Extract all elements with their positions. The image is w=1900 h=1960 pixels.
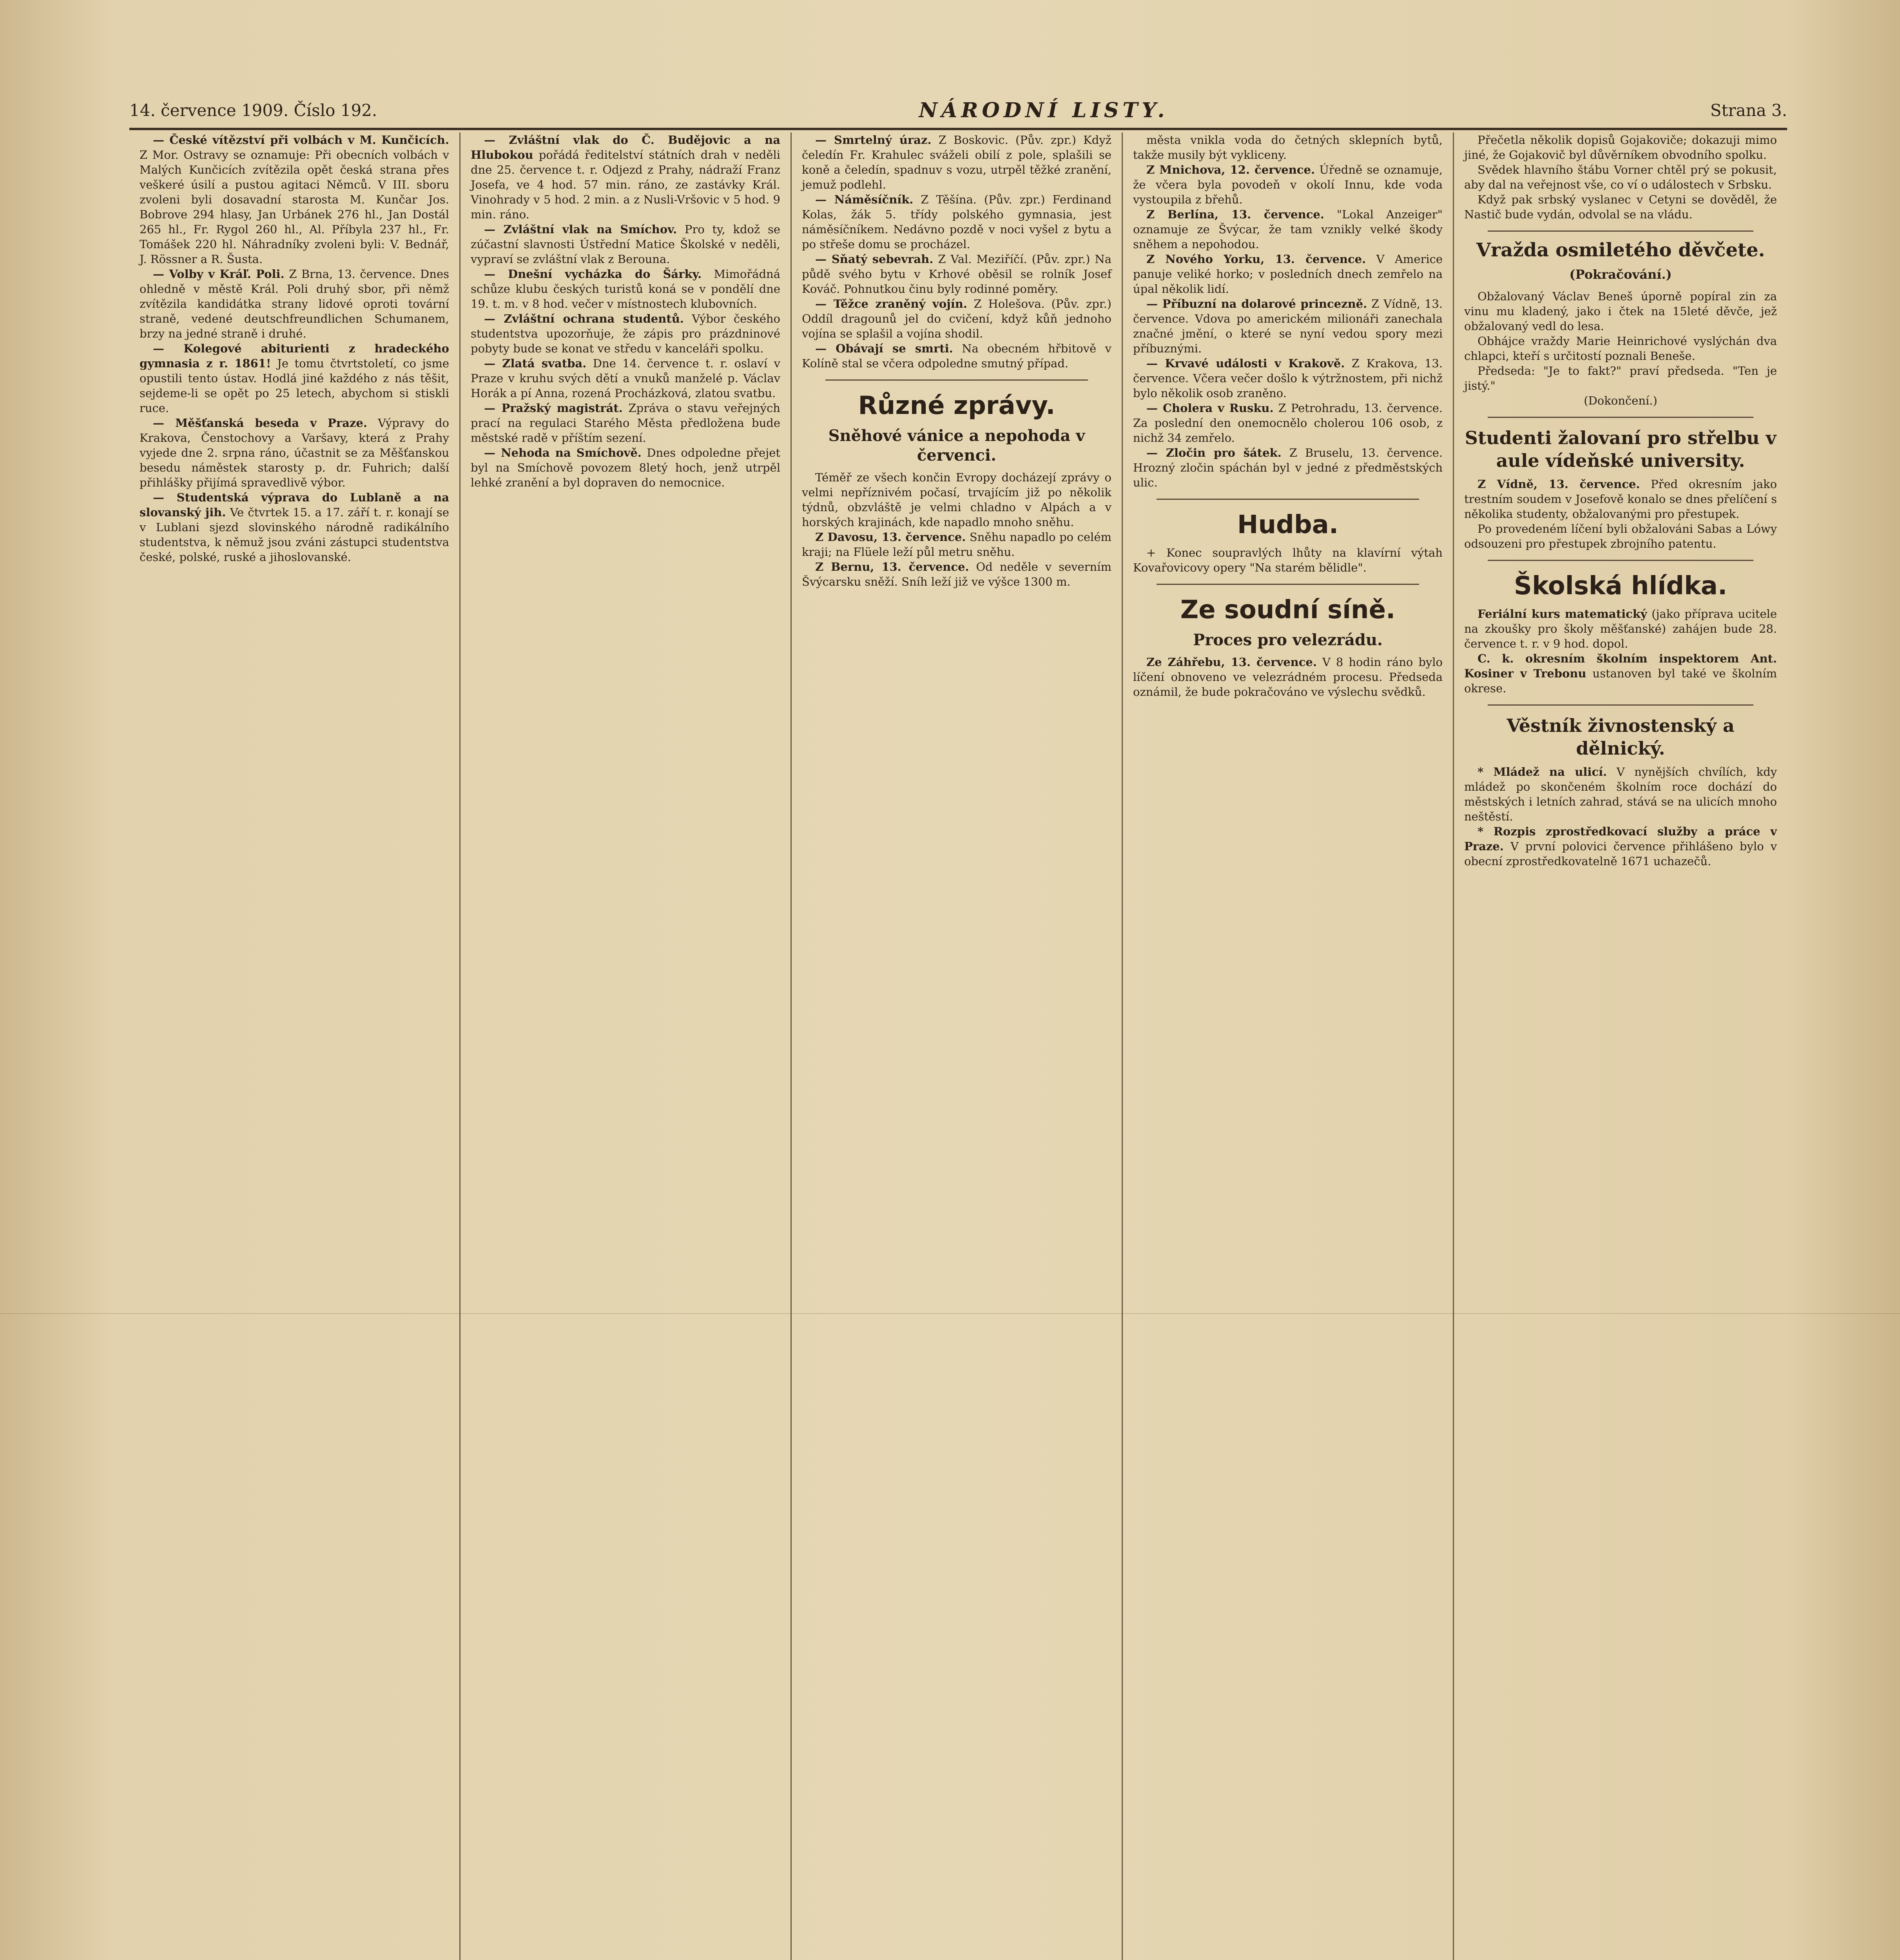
article xyxy=(1464,477,1777,521)
article-text: Přečetla několik dopisů Gojakoviče; dokazuji mimo jiné, že Gojakovič byl důvěrníkem obvodního spolku. xyxy=(1464,133,1777,162)
section-subtitle: Proces pro velezrádu. xyxy=(1193,631,1383,649)
headline: Z Vídně, 13. července. xyxy=(1478,477,1640,491)
divider xyxy=(1488,230,1753,232)
article xyxy=(802,132,1111,192)
headline: — Zločin pro šátek. xyxy=(1146,446,1282,459)
article xyxy=(1133,356,1443,401)
headline: Feriální kurs matematický xyxy=(1478,607,1647,621)
headline: — Zvláštní ochrana studentů. xyxy=(484,312,684,325)
headline: Z Davosu, 13. července. xyxy=(815,530,966,544)
article-text: Dne 14. července t. r. oslaví v Praze v kruhu svých dětí a vnuků manželé p. Václav Horák a pí Anna, rozená Procházková, zlatou svatbu. xyxy=(471,357,780,400)
article xyxy=(471,311,780,356)
headline: — Volby v Kráľ. Poli. xyxy=(153,267,285,281)
article-text: Předseda: "Je to fakt?" praví předseda. "Ten je jistý." xyxy=(1464,364,1777,392)
article xyxy=(1133,445,1443,490)
article-text: Na obecném hřbitově v Kolíně stal se včera odpoledne smutný případ. xyxy=(802,342,1111,370)
article-text: V 8 hodin ráno bylo líčení obnoveno ve velezrádném procesu. Předseda oznámil, že bude pokračováno ve výslechu svědků. xyxy=(1133,655,1443,699)
headline: — Obávají se smrti. xyxy=(815,342,953,355)
article-text: Pro ty, kdož se zúčastní slavnosti Ústřední Matice Školské v neděli, vypraví se zvláštní vlak z Berouna. xyxy=(471,223,780,266)
article xyxy=(802,341,1111,371)
article-text: Obžalovaný Václav Beneš úporně popíral zin za vinu mu kladený, jako i čtek na 15leté děvče, jež obžalovaný vedl do lesa. xyxy=(1464,290,1777,333)
article-text: města vnikla voda do četných sklepních bytů, takže musily být vykliceny. xyxy=(1133,133,1443,162)
article xyxy=(1464,651,1777,696)
article-text: Z Holešova. (Pův. zpr.) Oddíl dragounů jel do cvičení, když kůň jednoho vojína se splašil a vojína shodil. xyxy=(802,297,1111,340)
column-5 xyxy=(1454,132,1787,1960)
article-text: Z Mor. Ostravy se oznamuje: Při obecních volbách v Malých Kunčicích zvítězila opět česká strana přes veškeré úsilí a pustou agitaci Němců. V III. sboru zvoleni byli dosavadní starosta M. Kunčar Jos. Bobrove 294 hlasy, Jan Urbánek 276 hl., Jan Dostál 265 hl., Fr. Rygol 260 hl., Al. Příbyla 237 hl., Fr. Tomášek 220 hl. Náhradníky zvoleni byli: V. Bednář, J. Rössner a R. Šusta. xyxy=(140,148,449,266)
article-text: Když pak srbský vyslanec v Cetyni se dověděl, že Nastič bude vydán, odvolal se na vládu. xyxy=(1464,193,1777,221)
headline: — Zlatá svatba. xyxy=(484,357,587,370)
article xyxy=(1133,401,1443,445)
headline: — Dnešní vycházka do Šárky. xyxy=(484,267,702,281)
article-text: Od neděle v severním Švýcarsku sněží. Sníh leží již ve výšce 1300 m. xyxy=(802,560,1111,588)
section-title: Školská hlídka. xyxy=(1514,572,1728,601)
headline: * Mládež na ulicí. xyxy=(1478,765,1607,779)
headline: — České vítězství při volbách v M. Kunčicích. xyxy=(153,133,449,147)
divider xyxy=(825,379,1088,381)
column-2 xyxy=(460,132,792,1960)
headline: — Sňatý sebevrah. xyxy=(815,252,934,266)
headline: — Cholera v Rusku. xyxy=(1146,401,1274,415)
divider xyxy=(1157,584,1419,585)
article-text: Sněhu napadlo po celém kraji; na Flüele leží půl metru sněhu. xyxy=(802,530,1111,559)
article-text: V první polovici července přihlášeno bylo v obecní zprostředkovatelně 1671 uchazečů. xyxy=(1464,840,1777,868)
divider xyxy=(1488,417,1753,418)
section-title: Ze soudní síně. xyxy=(1180,595,1396,624)
article xyxy=(471,401,780,445)
article-text: Z Vídně, 13. července. Vdova po americkém milionáři zanechala značné jmění, o které se nyní vedou spory mezi příbuznými. xyxy=(1133,297,1443,355)
headline: Z Bernu, 13. července. xyxy=(815,560,969,573)
page-header xyxy=(129,93,1787,130)
headline: — Krvavé události v Krakově. xyxy=(1146,357,1345,370)
article-text: Z Bruselu, 13. července. Hrozný zločin spáchán byl v jedné z předměstských ulic. xyxy=(1133,446,1443,489)
divider xyxy=(1488,704,1753,706)
section-title: Vražda osmiletého děvčete. xyxy=(1476,239,1765,261)
article xyxy=(471,267,780,311)
headline: — Zvláštní vlak na Smíchov. xyxy=(484,223,677,236)
article xyxy=(140,267,449,341)
headline: Z Nového Yorku, 13. července. xyxy=(1146,252,1366,266)
article xyxy=(140,490,449,564)
article xyxy=(471,222,780,267)
article xyxy=(1133,207,1443,252)
issue-date: 14. července 1909. Číslo 192. xyxy=(129,100,377,120)
article-text: Zpráva o stavu veřejných prací na regulaci Starého Města předložena bude městské radě v příštím sezení. xyxy=(471,401,780,445)
article-text: (jako příprava ucitele na zkoušky pro školy měšťanské) zahájen bude 28. července t. r. v 9 hod. dopol. xyxy=(1464,607,1777,650)
article-text: pořádá ředitelství státních drah v neděli dne 25. července t. r. Odjezd z Prahy, nádraží Franz Josefa, ve 4 hod. 57 min. ráno, ze zastávky Král. Vinohrady v 5 hod. 2 min. a z Nusli-Vršovic v 5 hod. 9 min. ráno. xyxy=(471,148,780,221)
article xyxy=(802,252,1111,296)
article xyxy=(140,341,449,416)
article-text: Z Val. Meziříčí. (Pův. zpr.) Na půdě svého bytu v Krhové oběsil se rolník Josef Kováč. Pohnutkou činu byly rodinné poměry. xyxy=(802,252,1112,296)
headline: — Příbuzní na dolarové princezně. xyxy=(1146,297,1367,310)
article-text: Úředně se oznamuje, že včera byla povodeň v okolí Innu, kde voda vystoupila z břehů. xyxy=(1133,163,1443,206)
column-3 xyxy=(792,132,1123,1960)
headline: — Těžce zraněný vojín. xyxy=(815,297,967,310)
article-text: Obhájce vraždy Marie Heinrichové vyslýchán dva chlapci, kteří s určitostí poznali Beneše. xyxy=(1464,334,1777,363)
paper-title: NÁRODNÍ LISTY. xyxy=(919,98,1169,122)
headline: — Měšťanská beseda v Praze. xyxy=(153,416,367,430)
article-text: Z Těšína. (Pův. zpr.) Ferdinand Kolas, žák 5. třídy polského gymnasia, jest náměsíčníkem. Nedávno pozdě v noci vyšel z bytu a po střeše domu se procházel. xyxy=(802,193,1111,251)
headline: * Rozpis zprostředkovací služby a práce v Praze. xyxy=(1464,825,1777,853)
article-text: Výpravy do Krakova, Čenstochovy a Varšavy, která z Prahy vyjede dne 2. srpna ráno, účastnit se za Měšťanskou besedu náměstek starosty p. dr. Fuhrich; další přihlášky přijímá spravedlivě výbor. xyxy=(140,416,450,489)
article xyxy=(140,416,449,490)
article xyxy=(1464,764,1777,824)
article-text: Je tomu čtvrtstoletí, co jsme opustili tento ústav. Hodlá jiné každého z nás těšit, sejdeme-li se opět po 25 letech, abychom si stiskli ruce. xyxy=(140,357,450,415)
article-text: V nynějších chvílích, kdy mládež po skončeném školním roce dochází do městských i letních zahrad, stává se na ulicích mnoho neštěstí. xyxy=(1464,765,1777,823)
headline: — Kolegové abiturienti z hradeckého gymnasia z r. 1861! xyxy=(140,342,449,370)
article-text: Téměř ze všech končin Evropy docházejí zprávy o velmi nepříznivém počasí, trvajícím již po několik týdnů, obzvláště je velmi chladno v Alpách a v horských krajinách, kde napadlo mnoho sněhu. xyxy=(802,471,1111,529)
article-text: Z Petrohradu, 13. července. Za poslední den onemocnělo cholerou 106 osob, z nichž 34 zemřelo. xyxy=(1133,401,1443,445)
headline: Z Berlína, 13. července. xyxy=(1146,208,1324,221)
article-text: + Konec soupravlých lhůty na klavírní výtah Kovařovicovy opery "Na starém bělidle". xyxy=(1133,546,1443,574)
headline: — Nehoda na Smíchově. xyxy=(484,446,642,459)
section-subtitle: (Pokračování.) xyxy=(1569,267,1672,282)
continuation-note: (Dokončení.) xyxy=(1584,394,1657,407)
headline: C. k. okresním školním inspektorem Ant. Kosiner v Trebonu xyxy=(1464,652,1777,680)
paper-fold xyxy=(0,1313,1900,1314)
article-text: Výbor českého studentstva upozorňuje, že zápis pro prázdninové pobyty bude se konat ve středu v kanceláři spolku. xyxy=(471,312,781,355)
article xyxy=(1133,162,1443,207)
article-text: Před okresním jako trestním soudem v Josefově konalo se dnes přelíčení s několika studenty, obžalovanými pro přestupek. xyxy=(1464,477,1777,521)
article xyxy=(1133,252,1443,296)
article xyxy=(802,192,1111,252)
article xyxy=(471,445,780,490)
column-1 xyxy=(129,132,460,1960)
article-text: Z Brna, 13. července. Dnes ohledně v městě Král. Poli druhý sbor, při němž zvítězila kandidátka strany lidové oproti tovární straně, vedené deutschfreundlichen Schumanem, brzy na jedné straně i druhé. xyxy=(140,267,450,340)
article xyxy=(1133,296,1443,356)
article-text: Z Boskovic. (Pův. zpr.) Když čeledín Fr. Krahulec sváželi obilí z pole, splašili se koně a čeledín, spadnuv s vozu, utrpěl těžké zranění, jemuž podlehl. xyxy=(802,133,1112,191)
section-title: Hudba. xyxy=(1237,510,1339,539)
divider xyxy=(1157,499,1419,500)
headline: Z Mnichova, 12. července. xyxy=(1146,163,1315,176)
article-text: V Americe panuje veliké horko; v posledních dnech zemřelo na úpal několik lidí. xyxy=(1133,252,1443,296)
headline: — Zvláštní vlak do Č. Budějovic a na Hlubokou xyxy=(471,133,780,162)
article xyxy=(471,356,780,401)
article-text: Z Krakova, 13. července. Včera večer došlo k výtržnostem, při nichž bylo několik osob zraněno. xyxy=(1133,357,1443,400)
article-text: "Lokal Anzeiger" oznamuje ze Švýcar, že tam vznikly velké škody sněhem a nepohodou. xyxy=(1133,208,1443,251)
section-title: Studenti žalovaní pro střelbu v aule vídeňské university. xyxy=(1465,427,1777,471)
article-text: Po provedeném líčení byli obžalováni Sabas a Lówy odsouzeni pro přestupek zbrojního patentu. xyxy=(1464,522,1777,550)
article xyxy=(802,530,1111,559)
article-text: Svědek hlavního štábu Vorner chtěl prý se pokusit, aby dal na veřejnost vše, co ví o událostech v Srbsku. xyxy=(1464,163,1777,191)
headline: Ze Záhřebu, 13. července. xyxy=(1146,655,1317,669)
article-text: Ve čtvrtek 15. a 17. září t. r. konají se v Lublani sjezd slovinského národně radikálního studentstva, k němuž jsou zváni zástupci studentstva české, polské, ruské a jihoslovanské. xyxy=(140,506,450,564)
article-text: ustanoven byl také ve školním okrese. xyxy=(1464,667,1777,695)
section-subtitle: Sněhové vánice a nepohoda v červenci. xyxy=(828,426,1085,465)
headline: — Pražský magistrát. xyxy=(484,401,623,415)
section-title: Věstník živnostenský a dělnický. xyxy=(1507,715,1735,759)
article-text: Dnes odpoledne přejet byl na Smíchově povozem 8letý hoch, jenž utrpěl lehké zranění a byl dopraven do nemocnice. xyxy=(471,446,781,489)
article xyxy=(140,132,449,267)
headline: — Studentská výprava do Lublaně a na slovanský jih. xyxy=(140,491,449,519)
column-4 xyxy=(1123,132,1454,1960)
headline: — Náměsíčník. xyxy=(815,193,914,206)
headline: — Smrtelný úraz. xyxy=(815,133,932,147)
section-title: Různé zprávy. xyxy=(858,391,1055,420)
article-text: Mimořádná schůze klubu českých turistů koná se v pondělí dne 19. t. m. v 8 hod. večer v místnostech klubovních. xyxy=(471,267,780,310)
columns xyxy=(129,132,1787,1960)
divider xyxy=(1488,560,1753,561)
article xyxy=(802,296,1111,341)
article xyxy=(471,132,780,222)
article xyxy=(802,559,1111,589)
article xyxy=(1133,655,1443,699)
article xyxy=(1464,606,1777,651)
article xyxy=(1464,824,1777,869)
page-number: Strana 3. xyxy=(1710,100,1787,120)
